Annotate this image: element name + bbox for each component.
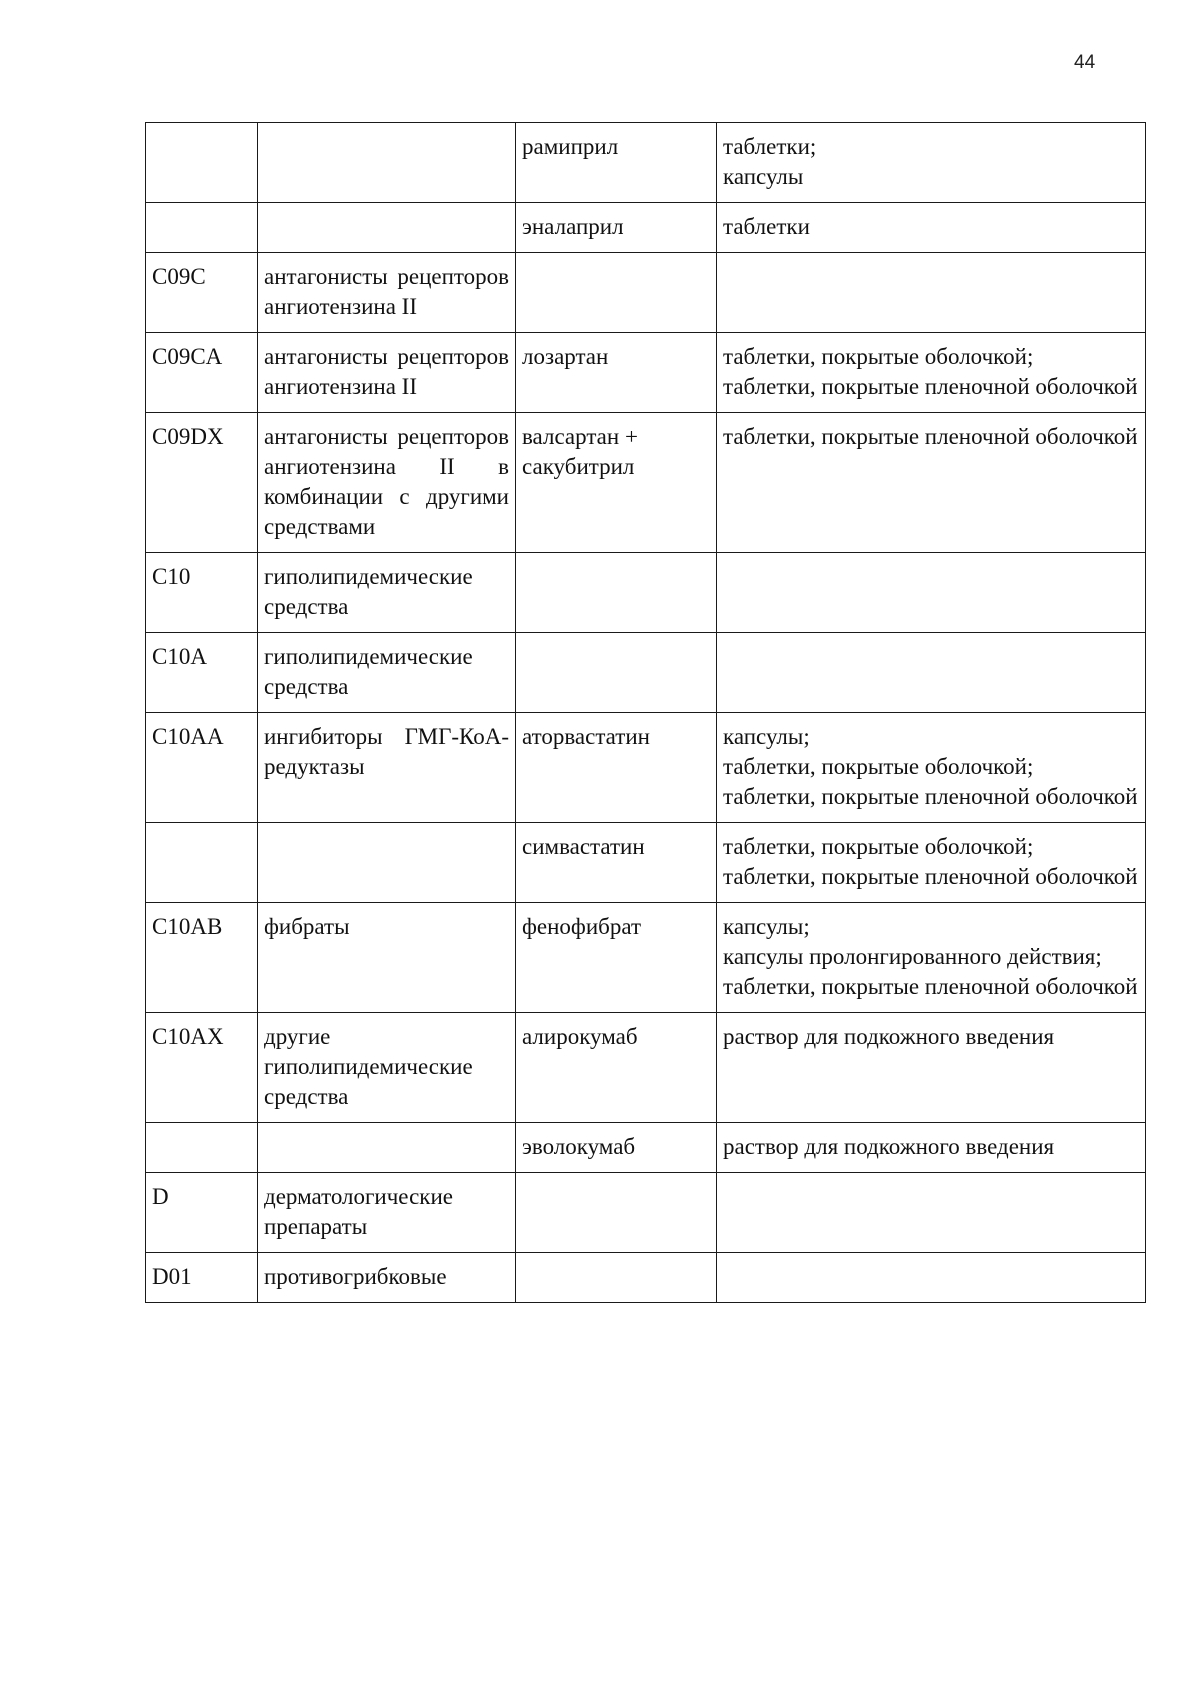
atc-code-cell: C09CA — [146, 333, 258, 413]
group-cell: гиполипидемические средства — [258, 553, 516, 633]
table-row — [146, 1253, 1146, 1303]
group-cell: противогрибковые — [258, 1253, 516, 1303]
group-cell: антагонисты рецепторов ангиотензина II — [258, 253, 516, 333]
group-cell: другие гиполипидемические средства — [258, 1013, 516, 1123]
group-cell: антагонисты рецепторов ангиотензина II — [258, 333, 516, 413]
atc-code-cell: C09DX — [146, 413, 258, 553]
table-row — [146, 553, 1146, 633]
dosage-form-cell — [717, 1253, 1146, 1303]
atc-code-cell: C10A — [146, 633, 258, 713]
page-number: 44 — [1074, 52, 1096, 73]
dosage-form-cell: таблетки, покрытые оболочкой; таблетки, покрытые пленочной оболочкой — [717, 823, 1146, 903]
inn-cell: фенофибрат — [516, 903, 717, 1013]
table-row — [146, 413, 1146, 553]
atc-code-cell: C10AA — [146, 713, 258, 823]
inn-cell — [516, 553, 717, 633]
inn-cell: симвастатин — [516, 823, 717, 903]
table-row — [146, 1013, 1146, 1123]
group-cell — [258, 1123, 516, 1173]
inn-cell: алирокумаб — [516, 1013, 717, 1123]
atc-code-cell: D — [146, 1173, 258, 1253]
atc-code-cell: C10AX — [146, 1013, 258, 1123]
table-row — [146, 903, 1146, 1013]
dosage-form-cell: таблетки, покрытые оболочкой; таблетки, покрытые пленочной оболочкой — [717, 333, 1146, 413]
table-row — [146, 123, 1146, 203]
atc-code-cell: D01 — [146, 1253, 258, 1303]
dosage-form-cell — [717, 253, 1146, 333]
table-row — [146, 713, 1146, 823]
group-cell: антагонисты рецепторов ангиотензина II в комбинации с другими средствами — [258, 413, 516, 553]
atc-code-cell — [146, 823, 258, 903]
atc-code-cell — [146, 123, 258, 203]
inn-cell: эволокумаб — [516, 1123, 717, 1173]
group-cell — [258, 203, 516, 253]
inn-cell: лозартан — [516, 333, 717, 413]
inn-cell: эналаприл — [516, 203, 717, 253]
dosage-form-cell — [717, 633, 1146, 713]
table-row — [146, 333, 1146, 413]
group-cell — [258, 823, 516, 903]
atc-code-cell: C10 — [146, 553, 258, 633]
table-row — [146, 823, 1146, 903]
dosage-form-cell — [717, 1173, 1146, 1253]
drug-table — [145, 122, 1146, 1303]
atc-code-cell: C09C — [146, 253, 258, 333]
inn-cell — [516, 253, 717, 333]
inn-cell: рамиприл — [516, 123, 717, 203]
table-row — [146, 253, 1146, 333]
group-cell: ингибиторы ГМГ-КоА-редуктазы — [258, 713, 516, 823]
dosage-form-cell: капсулы; таблетки, покрытые оболочкой; таблетки, покрытые пленочной оболочкой — [717, 713, 1146, 823]
table-row — [146, 633, 1146, 713]
atc-code-cell — [146, 203, 258, 253]
dosage-form-cell: капсулы; капсулы пролонгированного действия; таблетки, покрытые пленочной оболочкой — [717, 903, 1146, 1013]
inn-cell: валсартан + сакубитрил — [516, 413, 717, 553]
inn-cell — [516, 1173, 717, 1253]
table-row — [146, 203, 1146, 253]
group-cell — [258, 123, 516, 203]
table-row — [146, 1173, 1146, 1253]
inn-cell — [516, 1253, 717, 1303]
dosage-form-cell — [717, 553, 1146, 633]
group-cell: фибраты — [258, 903, 516, 1013]
table-row — [146, 1123, 1146, 1173]
atc-code-cell: C10AB — [146, 903, 258, 1013]
atc-code-cell — [146, 1123, 258, 1173]
dosage-form-cell: раствор для подкожного введения — [717, 1013, 1146, 1123]
dosage-form-cell: таблетки, покрытые пленочной оболочкой — [717, 413, 1146, 553]
dosage-form-cell: таблетки — [717, 203, 1146, 253]
dosage-form-cell: таблетки; капсулы — [717, 123, 1146, 203]
group-cell: дерматологические препараты — [258, 1173, 516, 1253]
inn-cell — [516, 633, 717, 713]
dosage-form-cell: раствор для подкожного введения — [717, 1123, 1146, 1173]
inn-cell: аторвастатин — [516, 713, 717, 823]
group-cell: гиполипидемические средства — [258, 633, 516, 713]
